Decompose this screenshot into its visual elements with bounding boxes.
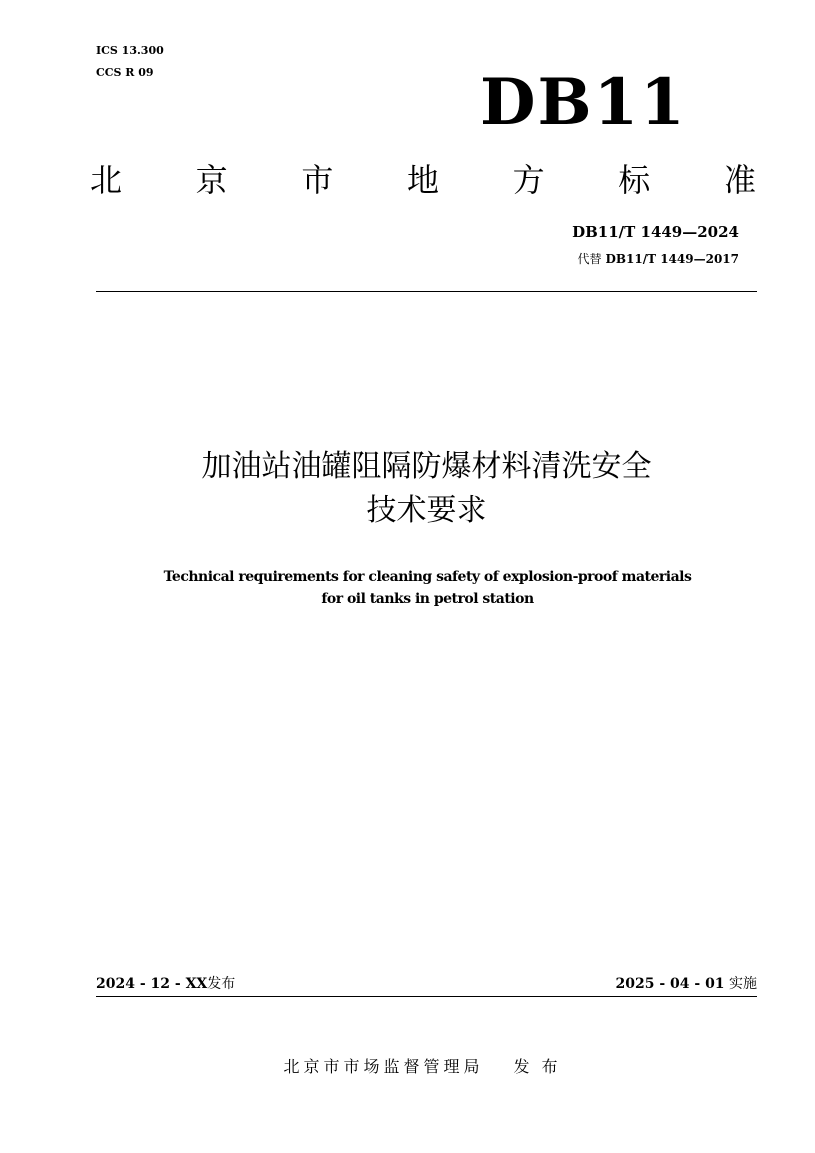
publish-date: 2024 - 12 - XX [96, 976, 208, 992]
issuer-type-heading [90, 160, 756, 200]
replaces-label: 代替 [577, 252, 602, 266]
issuer-char: 北 [90, 161, 123, 199]
implement-date: 2025 - 04 - 01 [615, 976, 725, 992]
issuer-char: 市 [301, 161, 334, 199]
title-english [80, 566, 775, 610]
ccs-code: CCS R 09 [96, 66, 154, 79]
implement-label: 实施 [729, 976, 757, 992]
standard-number: DB11/T 1449—2024 [572, 223, 739, 241]
standard-mark: DB11 [480, 65, 687, 140]
ics-code: ICS 13.300 [96, 44, 164, 57]
publisher-action: 发布 [513, 1057, 570, 1076]
publish-date-group [96, 974, 235, 994]
issuer-char: 方 [512, 161, 545, 199]
implement-date-group [616, 974, 758, 994]
title-chinese [96, 445, 757, 533]
issuer-char: 京 [195, 161, 228, 199]
publisher-line [96, 1055, 757, 1079]
issuer-char: 地 [406, 161, 439, 199]
header-divider [96, 291, 757, 292]
publish-label: 发布 [207, 976, 236, 992]
replaces-number: DB11/T 1449—2017 [605, 252, 739, 266]
classification-codes [96, 40, 164, 84]
title-chinese-line-1: 加油站油罐阻隔防爆材料清洗安全 [201, 449, 652, 484]
footer-divider [96, 996, 757, 997]
date-row [96, 974, 757, 994]
replaces-line [577, 250, 739, 268]
title-chinese-line-2: 技术要求 [366, 493, 487, 528]
publisher-organization: 北京市市场监督管理局 [283, 1057, 484, 1076]
title-english-line-1: Technical requirements for cleaning safety of explosion-proof materials [163, 569, 692, 585]
title-english-line-2: for oil tanks in petrol station [321, 591, 534, 607]
issuer-char: 准 [723, 161, 756, 199]
issuer-char: 标 [618, 161, 651, 199]
